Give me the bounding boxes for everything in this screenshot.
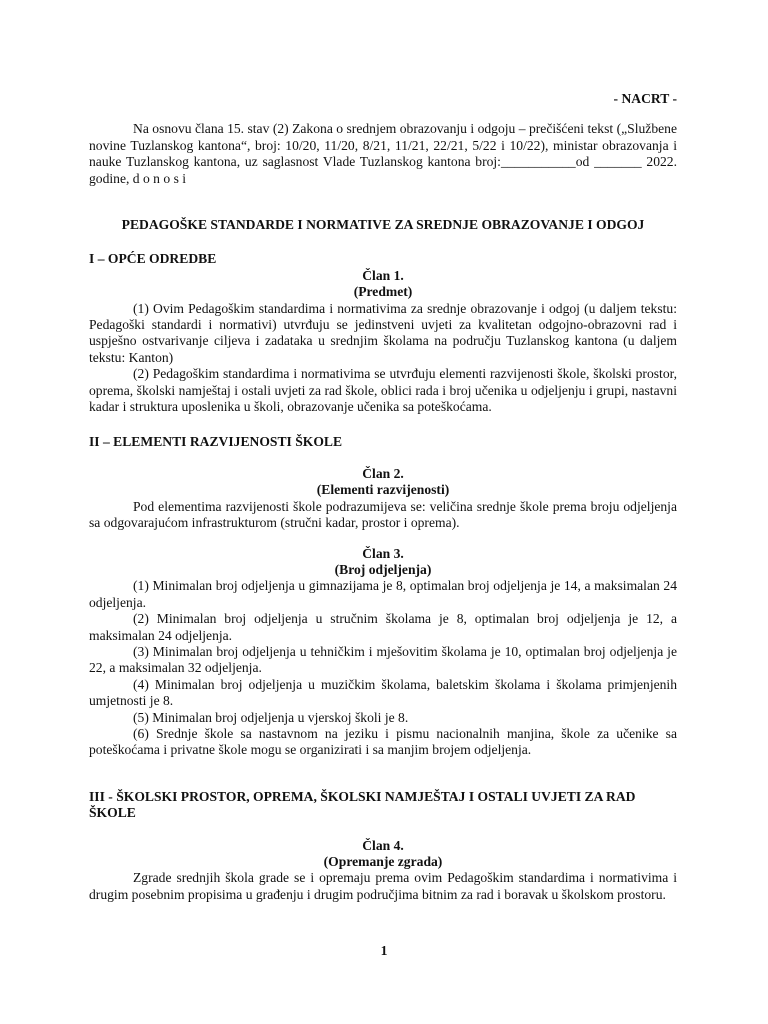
document-title: PEDAGOŠKE STANDARDE I NORMATIVE ZA SREDNJE OBRAZOVANJE I ODGOJ: [121, 217, 645, 233]
article-4-title: (Opremanje zgrada): [323, 854, 443, 870]
article-4-paragraph-1: Zgrade srednjih škola grade se i opremaju prema ovim Pedagoškim standardima i normativima i drugim posebnim propisima u građenju i drugim područjima bitnim za rad i boravak u školskom prostoru.: [89, 870, 677, 902]
article-3-paragraph-6: (6) Srednje škole sa nastavnom na jeziku i pismu nacionalnih manjina, škole za učenike sa poteškoćama i privatne škole mogu se organizirati i sa manjim brojem odjeljenja.: [89, 726, 677, 758]
article-1: [89, 268, 677, 416]
chapter-1-heading: I – OPĆE ODREDBE: [89, 251, 217, 267]
article-2: [89, 466, 677, 532]
draft-label: - NACRT -: [613, 91, 677, 106]
article-1-paragraph-1: (1) Ovim Pedagoškim standardima i normativima za srednje obrazovanje i odgoj (u daljem tekstu: Pedagoški standardi i normativi) utvrđuju se jedinstveni uvjeti za kvalitetan odgojno-obrazovni rad i uspješno ostvarivanje ciljeva i zadataka u srednjim školama na području Tuzlanskog kantona (u daljem tekstu: Kanton): [89, 300, 677, 365]
article-2-paragraph-1: Pod elementima razvijenosti škole podrazumijeva se: veličina srednje škole prema broju odjeljenja sa odgovarajućom infrastrukturom (stručni kadar, prostor i oprema).: [89, 498, 677, 531]
article-2-number: Član 2.: [362, 465, 404, 481]
article-3-paragraph-5: (5) Minimalan broj odjeljenja u vjerskoj školi je 8.: [133, 709, 409, 725]
page-number: 1: [380, 943, 388, 958]
article-2-title: (Elementi razvijenosti): [316, 482, 450, 498]
article-3: [89, 546, 677, 759]
article-3-number: Član 3.: [362, 545, 404, 561]
article-1-paragraph-2: (2) Pedagoškim standardima i normativima se utvrđuju elementi razvijenosti škole, školski prostor, oprema, školski namještaj i ostali uvjeti za rad škole, oblici rada i broj učenika u odjeljenju i grupi, nastavni kadar i struktura uposlenika u školi, obrazovanje učenika sa poteškoćama.: [89, 366, 677, 415]
chapter-2-heading: II – ELEMENTI RAZVIJENOSTI ŠKOLE: [89, 433, 343, 449]
article-3-paragraph-3: (3) Minimalan broj odjeljenja u tehničkim i mješovitim školama je 10, optimalan broj odjeljenja je 22, a maksimalan 32 odjeljenja.: [89, 643, 677, 676]
article-3-paragraph-2: (2) Minimalan broj odjeljenja u stručnim školama je 8, optimalan broj odjeljenja je 12, a maksimalan 24 odjeljenja.: [89, 611, 677, 643]
article-3-paragraph-4: (4) Minimalan broj odjeljenja u muzičkim školama, baletskim školama i školama primjenjenih umjetnosti je 8.: [89, 676, 677, 709]
chapter-3-heading: III - ŠKOLSKI PROSTOR, OPREMA, ŠKOLSKI NAMJEŠTAJ I OSTALI UVJETI ZA RAD ŠKOLE: [89, 788, 636, 821]
article-4: [89, 838, 677, 904]
document-body: [89, 91, 677, 903]
preamble-paragraph: Na osnovu člana 15. stav (2) Zakona o srednjem obrazovanju i odgoju – prečišćeni tekst („Službene novine Tuzlanskog kantona“, broj: 10/20, 11/20, 8/21, 11/21, 22/21, 5/22 i 10/22), ministar obrazovanja i nauke Tuzlanskog kantona, uz saglasnost Vlade Tuzlanskog kantona broj:___________od _______ 2022. godine, d o n o s i: [89, 121, 677, 186]
article-4-number: Član 4.: [362, 837, 404, 853]
article-3-paragraph-1: (1) Minimalan broj odjeljenja u gimnazijama je 8, optimalan broj odjeljenja je 14, a maksimalan 24 odjeljenja.: [89, 578, 677, 610]
article-1-title: (Predmet): [353, 284, 413, 300]
article-3-title: (Broj odjeljenja): [334, 561, 432, 577]
article-1-number: Član 1.: [362, 267, 404, 283]
